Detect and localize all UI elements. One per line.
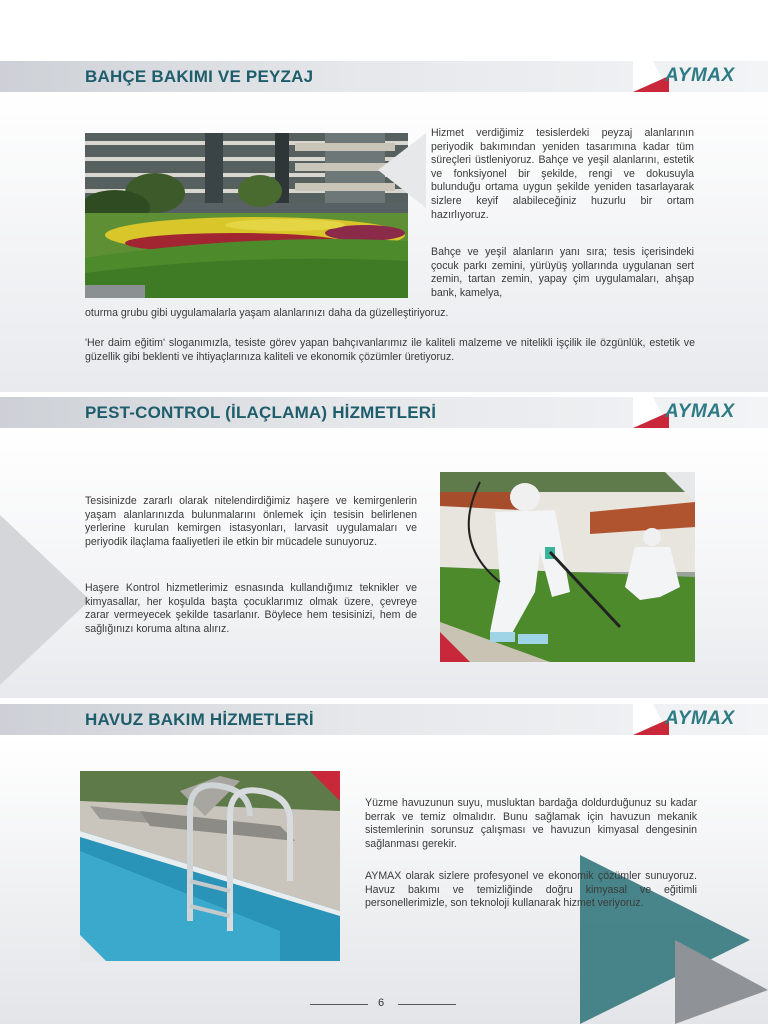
section-title: PEST-CONTROL (İLAÇLAMA) HİZMETLERİ bbox=[85, 403, 437, 422]
logo-text: AYMAX bbox=[665, 65, 735, 86]
paragraph: Tesisinizde zararlı olarak nitelendirdiğimiz haşere ve kemirgenlerin yaşam alanlarınızda bulunmalarını önlemek için tesisin belirlenen yerlerine kurulan kemirgen istasyonları, larvasit uygulamaları ve periyodik ilaçlama faaliyetleri ile etkin bir mücadele sunuyoruz. bbox=[85, 495, 417, 548]
paragraph: Bahçe ve yeşil alanların yanı sıra; tesis içerisindeki çocuk parkı zemini, yürüyüş yollarında uygulanan sert zemin, tartan zemin, yapay çim uygulamaları, ahşap bank, kamelya, bbox=[431, 246, 694, 299]
aymax-logo bbox=[633, 61, 768, 92]
pest-control-photo bbox=[440, 472, 695, 662]
section-title: BAHÇE BAKIMI VE PEYZAJ bbox=[85, 67, 314, 86]
logo-text: AYMAX bbox=[665, 708, 735, 729]
paragraph: Haşere Kontrol hizmetlerimiz esnasında kullandığımız teknikler ve kimyasallar, her koşulda başta çocuklarımız olmak üzere, çevreye zarar vermeyecek şekilde tasarlanır. Böylece hem tesisinizi, hem de sağlığınızı koruma altına alırız. bbox=[85, 582, 417, 635]
decorative-triangle bbox=[0, 515, 90, 685]
logo-text: AYMAX bbox=[665, 401, 735, 422]
decorative-triangle bbox=[310, 771, 340, 801]
paragraph: Hizmet verdiğimiz tesislerdeki peyzaj alanlarının periyodik bakımından yeniden tasarımına kadar tüm süreçleri üstleniyoruz. Bahçe ve yeşil alanlarını, estetik ve fonksiyonel bir şekilde, rengi ve dokusuyla bulunduğu ortama uygun şekilde yeniden tasarlayarak sizlere keyif alabileceğiniz huzurlu bir ortam hazırlıyoruz. bbox=[431, 127, 694, 221]
section-title: HAVUZ BAKIM HİZMETLERİ bbox=[85, 710, 314, 729]
aymax-logo bbox=[633, 704, 768, 735]
section-banner bbox=[0, 61, 768, 92]
paragraph: oturma grubu gibi uygulamalarla yaşam alanlarınızı daha da güzelleştiriyoruz. bbox=[85, 307, 449, 319]
decorative-triangle bbox=[665, 472, 695, 502]
page-number: 6 bbox=[377, 997, 385, 1009]
pool-photo bbox=[80, 771, 340, 961]
paragraph: 'Her daim eğitim' sloganımızla, tesiste görev yapan bahçıvanlarımız ile kaliteli malzeme ve nitelikli işçilik ile özgünlük, estetik ve güzellik gibi beklenti ve ihtiyaçlarınıza kaliteli ve ekonomik çözümler üretiyoruz. bbox=[85, 337, 695, 363]
paragraph: AYMAX olarak sizlere profesyonel ve ekonomik çözümler sunuyoruz. Havuz bakımı ve temizliğinde doğru kimyasal ve eğitimli personellerimizle, son teknoloji kullanarak hizmet veriyoruz. bbox=[365, 870, 697, 910]
footer-divider bbox=[310, 1004, 368, 1005]
decorative-triangle bbox=[80, 935, 106, 961]
section-banner bbox=[0, 397, 768, 428]
section-banner bbox=[0, 704, 768, 735]
decorative-triangle bbox=[378, 133, 426, 208]
decorative-triangle bbox=[440, 632, 470, 662]
paragraph: Yüzme havuzunun suyu, musluktan bardağa doldurduğunuz su kadar berrak ve temiz olmalıdır. Bunu sağlamak için havuzun mekanik sistemlerinin sorunsuz çalışması ve havuzun kimyasal dengesinin sağlanması gerekir. bbox=[365, 797, 697, 850]
garden-photo bbox=[85, 133, 408, 298]
aymax-logo bbox=[633, 397, 768, 428]
footer-divider bbox=[398, 1004, 456, 1005]
